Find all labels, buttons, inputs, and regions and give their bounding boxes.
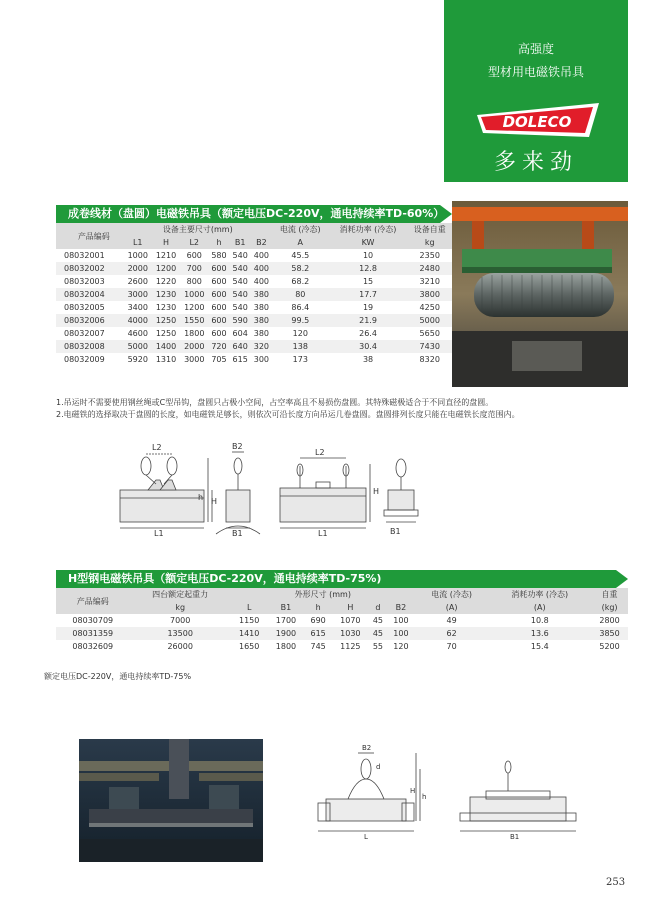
cell-P: 13.6: [530, 629, 549, 638]
h2-weight: 自重: [601, 590, 618, 599]
cell-B2: 120: [393, 642, 409, 651]
cell-B1: 540: [232, 277, 248, 286]
h2-dim-H: H: [347, 603, 354, 612]
dim-label-H-b: H: [373, 487, 380, 496]
cell-H: 1310: [155, 355, 177, 364]
cell-kg: 3800: [419, 290, 440, 299]
cell-code: 08032006: [64, 316, 105, 325]
table-row: [56, 353, 452, 366]
cell-d: 45: [372, 629, 384, 638]
cell-load: 26000: [167, 642, 193, 651]
cell-code: 08032007: [64, 329, 105, 338]
h2-weight-unit: (kg): [601, 603, 618, 612]
cell-L: 1150: [238, 616, 260, 625]
cell-B2: 320: [253, 342, 270, 351]
cell-h: 600: [211, 290, 227, 299]
dim2-label-L: L: [364, 833, 368, 841]
cell-h: 615: [310, 629, 326, 638]
cell-H: 1250: [155, 329, 177, 338]
cell-B2: 100: [393, 629, 409, 638]
cell-d: 55: [372, 642, 384, 651]
dim-label-B1-b: B1: [390, 527, 401, 536]
header-dim-L1: L1: [132, 238, 143, 247]
cell-kg: 8320: [419, 355, 440, 364]
cell-A: 68.2: [291, 277, 310, 286]
table-row: [56, 627, 628, 640]
cell-B1: 1800: [275, 642, 297, 651]
cell-L1: 1000: [127, 251, 148, 260]
h2-load: 四台额定起重力: [152, 590, 209, 599]
coil-magnet-spec-table: [56, 223, 452, 366]
cell-h: 600: [211, 316, 227, 325]
dim2-label-H: H: [410, 787, 416, 795]
dim-label-B1: B1: [232, 529, 243, 538]
note-1: 1.吊运时不需要使用钢丝绳或C型吊钩，盘圆只占极小空间，占空率高且不易损伤盘圆。其特殊磁极适合于不同直径的盘圆。: [56, 398, 494, 407]
h-beam-magnet-diagrams: [310, 743, 582, 843]
page-number: 253: [606, 877, 626, 888]
dim-label-h: h: [198, 493, 204, 502]
dim2-label-B2: B2: [362, 744, 372, 752]
dim-label-L2: L2: [152, 443, 162, 452]
h2-current: 电流 (冷态): [431, 590, 472, 599]
header-dim-B2: B2: [256, 238, 267, 247]
cell-h: 745: [310, 642, 326, 651]
cell-load: 7000: [170, 616, 191, 625]
header-dim-h: h: [216, 238, 222, 247]
h2-dim-d: d: [375, 603, 381, 612]
cell-L1: 2600: [127, 277, 148, 286]
cell-B2: 380: [253, 316, 270, 325]
cell-L1: 2000: [127, 264, 148, 273]
cell-H: 1030: [340, 629, 361, 638]
cell-h: 720: [211, 342, 227, 351]
cell-A: 99.5: [291, 316, 310, 325]
header-code: 产品编码: [77, 231, 110, 241]
brand-name-cn: 多来劲: [493, 150, 578, 175]
cell-kg: 2350: [419, 251, 440, 260]
cell-L2: 1200: [184, 303, 205, 312]
h2-power: 消耗功率 (冷态): [511, 590, 569, 599]
cell-A: 58.2: [291, 264, 310, 273]
cell-B2: 300: [253, 355, 270, 364]
cell-A: 138: [292, 342, 308, 351]
cell-L2: 1550: [184, 316, 205, 325]
cell-B2: 380: [253, 290, 270, 299]
cell-L2: 600: [186, 251, 202, 260]
cell-L1: 3000: [127, 290, 148, 299]
h-beam-magnet-spec-table: [56, 588, 628, 653]
cell-kg: 4250: [419, 303, 440, 312]
cell-code: 08032004: [64, 290, 105, 299]
cell-B1: 640: [232, 342, 248, 351]
dim-label-B2: B2: [232, 442, 243, 451]
cell-A: 45.5: [291, 251, 310, 260]
cell-B1: 540: [232, 290, 248, 299]
cell-code: 08031359: [72, 629, 114, 638]
cell-h: 690: [310, 616, 326, 625]
header-dim-L2: L2: [189, 238, 200, 247]
cell-kg: 2800: [599, 616, 620, 625]
cell-L1: 4600: [127, 329, 148, 338]
cell-B1: 540: [232, 251, 248, 260]
table-row: [56, 327, 452, 340]
cell-B1: 540: [232, 264, 248, 273]
coil-lifting-photo: [452, 201, 628, 387]
cell-A: 70: [446, 642, 457, 651]
cell-KW: 38: [362, 355, 374, 364]
cell-KW: 17.7: [359, 290, 377, 299]
cell-code: 08032003: [64, 277, 105, 286]
cell-L2: 3000: [184, 355, 205, 364]
h2-current-unit: (A): [445, 603, 458, 612]
section2-title: H型钢电磁铁吊具（额定电压DC-220V，通电持续率TD-75%): [56, 570, 616, 588]
dim-label-L2-b: L2: [315, 448, 325, 457]
cell-KW: 15: [362, 277, 374, 286]
cell-code: 08032005: [64, 303, 105, 312]
cell-L: 1410: [238, 629, 260, 638]
cell-B2: 400: [253, 251, 270, 260]
header-power: 消耗功率 (冷态): [339, 225, 397, 234]
h2-dim-h: h: [315, 603, 321, 612]
cell-KW: 12.8: [359, 264, 377, 273]
cell-A: 173: [292, 355, 308, 364]
cell-h: 580: [211, 251, 227, 260]
cell-P: 10.8: [530, 616, 549, 625]
cell-L2: 700: [186, 264, 202, 273]
h2-code: 产品编码: [76, 596, 109, 606]
header-current: 电流 (冷态): [279, 225, 321, 234]
header-weight-unit: kg: [424, 238, 435, 247]
cell-L2: 1800: [184, 329, 205, 338]
brand-tagline-1: 高强度: [517, 42, 554, 56]
cell-L2: 1000: [184, 290, 205, 299]
cell-code: 08032009: [64, 355, 105, 364]
cell-KW: 10: [362, 251, 374, 260]
cell-kg: 3210: [419, 277, 440, 286]
cell-B2: 400: [253, 264, 270, 273]
cell-code: 08032002: [64, 264, 105, 273]
cell-kg: 5000: [419, 316, 440, 325]
header-dim-B1: B1: [234, 238, 246, 247]
h2-dims-group: 外形尺寸 (mm): [294, 590, 351, 599]
dim2-label-h: h: [422, 793, 427, 801]
cell-kg: 5200: [599, 642, 620, 651]
table-row: [56, 340, 452, 353]
cell-H: 1250: [155, 316, 177, 325]
cell-code: 08032609: [72, 642, 114, 651]
cell-B1: 590: [232, 316, 248, 325]
cell-KW: 30.4: [359, 342, 377, 351]
cell-A: 120: [292, 329, 308, 338]
cell-P: 15.4: [530, 642, 549, 651]
cell-h: 705: [211, 355, 227, 364]
cell-H: 1070: [340, 616, 361, 625]
table-row: [56, 288, 452, 301]
cell-KW: 19: [362, 303, 374, 312]
h2-dim-L: L: [246, 603, 252, 612]
cell-H: 1220: [155, 277, 177, 286]
dim-label-L1: L1: [154, 529, 164, 538]
table-row: [56, 301, 452, 314]
cell-B2: 100: [393, 616, 409, 625]
cell-code: 08030709: [72, 616, 114, 625]
doleco-logo: [477, 103, 599, 137]
cell-L1: 5000: [127, 342, 148, 351]
cell-B2: 400: [253, 277, 270, 286]
section1-notes: [56, 397, 628, 421]
cell-H: 1200: [155, 264, 177, 273]
cell-A: 62: [446, 629, 457, 638]
h2-dim-B2: B2: [395, 603, 407, 612]
cell-load: 13500: [167, 629, 193, 638]
dim-label-L1-b: L1: [318, 529, 328, 538]
cell-code: 08032008: [64, 342, 105, 351]
cell-A: 49: [446, 616, 457, 625]
cell-B1: 1700: [275, 616, 297, 625]
cell-L1: 5920: [127, 355, 148, 364]
cell-h: 600: [211, 329, 227, 338]
cell-H: 1125: [340, 642, 361, 651]
cell-kg: 7430: [419, 342, 440, 351]
table-row: [56, 314, 452, 327]
table-row: [56, 640, 628, 653]
table-row: [56, 275, 452, 288]
section2-note: 额定电压DC-220V，通电持续率TD-75%: [44, 672, 192, 681]
cell-H: 1230: [155, 290, 177, 299]
table-row: [56, 614, 628, 627]
table-row: [56, 249, 452, 262]
header-dims-group: 设备主要尺寸(mm): [162, 225, 233, 234]
h2-dim-B1: B1: [280, 603, 292, 612]
cell-h: 600: [211, 303, 227, 312]
header-weight: 设备自重: [413, 225, 446, 234]
cell-A: 86.4: [291, 303, 310, 312]
cell-B1: 604: [232, 329, 248, 338]
section1-title: 成卷线材（盘圆）电磁铁吊具（额定电压DC-220V，通电持续率TD-60%）: [56, 205, 440, 223]
cell-L1: 3400: [127, 303, 148, 312]
h-beam-lifting-photo: [79, 739, 263, 862]
cell-kg: 2480: [419, 264, 440, 273]
cell-L1: 4000: [127, 316, 148, 325]
note-2: 2.电磁铁的选择取决于盘圆的长度，如电磁铁足够长，则依次可沿长度方向吊运几卷盘圆。盘圆排列长度只能在电磁铁长度范围内。: [56, 410, 520, 419]
cell-B1: 540: [232, 303, 248, 312]
cell-kg: 3850: [599, 629, 620, 638]
cell-B2: 380: [253, 303, 270, 312]
table-row: [56, 262, 452, 275]
cell-KW: 26.4: [359, 329, 377, 338]
cell-H: 1230: [155, 303, 177, 312]
cell-A: 80: [295, 290, 306, 299]
cell-L2: 2000: [184, 342, 205, 351]
header-current-unit: A: [297, 238, 304, 247]
dim2-label-d: d: [376, 763, 381, 771]
coil-magnet-diagrams: [108, 438, 424, 538]
cell-B1: 1900: [275, 629, 297, 638]
brand-panel: [444, 0, 628, 182]
cell-H: 1400: [155, 342, 177, 351]
header-power-unit: KW: [361, 238, 375, 247]
cell-kg: 5650: [419, 329, 440, 338]
cell-B2: 380: [253, 329, 270, 338]
cell-B1: 615: [232, 355, 248, 364]
cell-code: 08032001: [64, 251, 105, 260]
cell-h: 600: [211, 264, 227, 273]
dim-label-H: H: [211, 497, 218, 506]
logo-text: DOLECO: [502, 113, 572, 131]
cell-h: 600: [211, 277, 227, 286]
cell-L: 1650: [238, 642, 260, 651]
brand-tagline-2: 型材用电磁铁吊具: [487, 65, 584, 79]
dim2-label-B1: B1: [510, 833, 520, 841]
cell-d: 45: [372, 616, 384, 625]
h2-power-unit: (A): [533, 603, 546, 612]
h2-load-unit: kg: [175, 603, 186, 612]
cell-H: 1210: [155, 251, 177, 260]
cell-KW: 21.9: [359, 316, 377, 325]
header-dim-H: H: [162, 238, 169, 247]
cell-L2: 800: [186, 277, 202, 286]
